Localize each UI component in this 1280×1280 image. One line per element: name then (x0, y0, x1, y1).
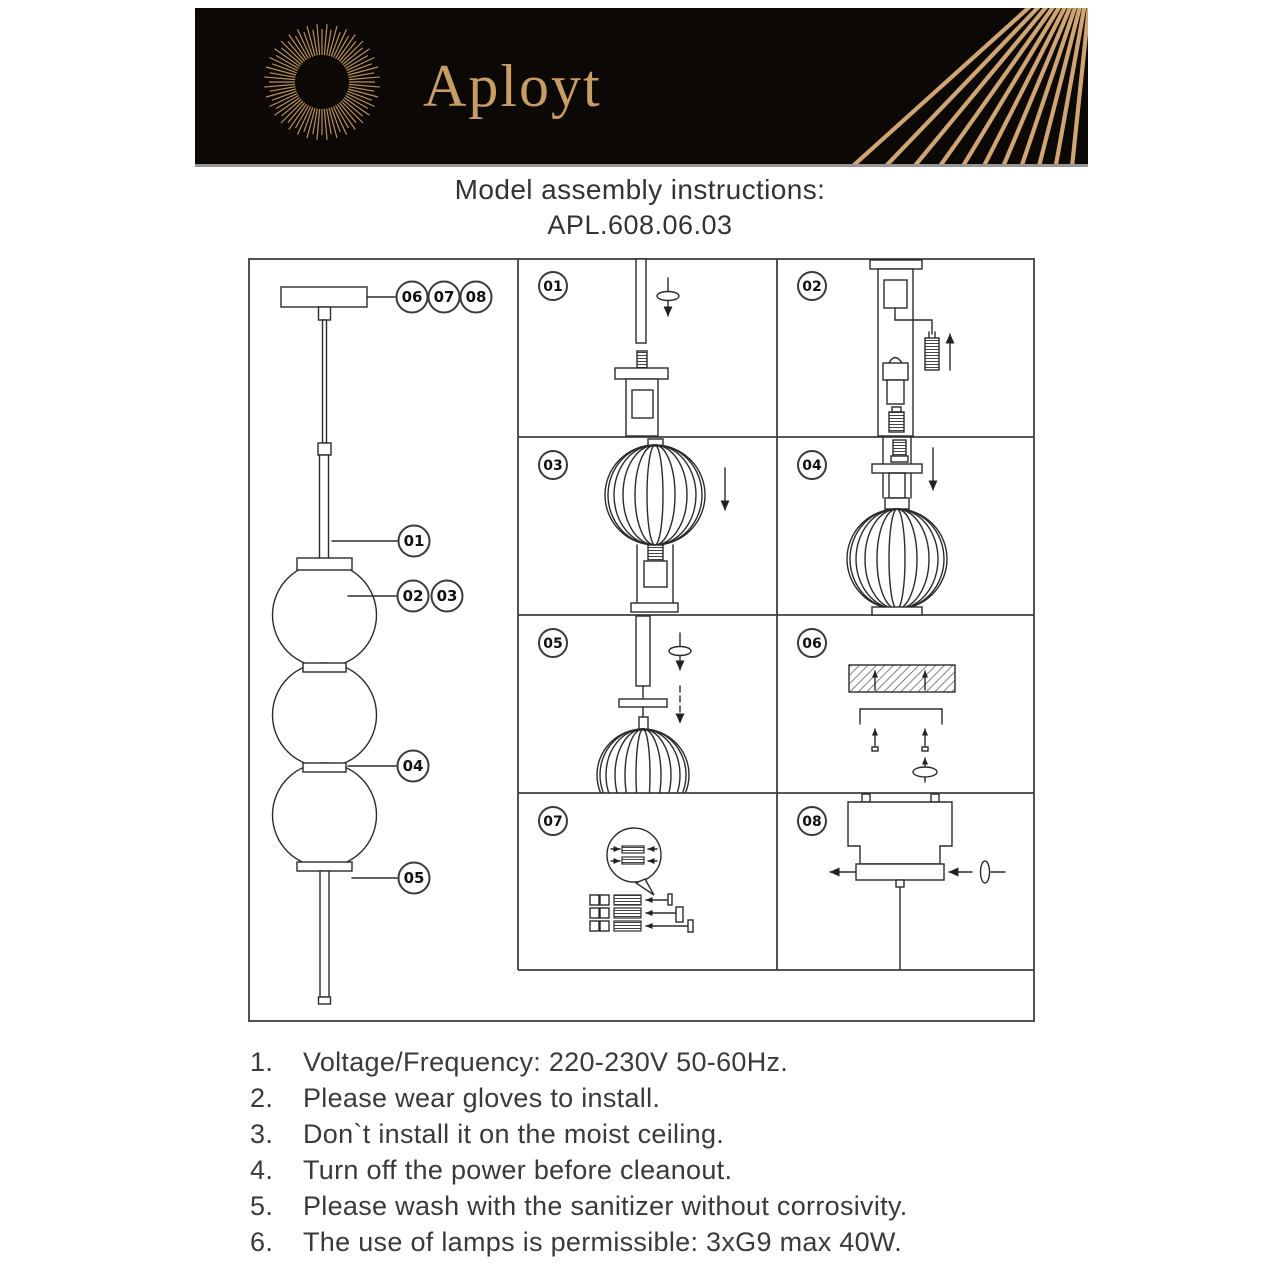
g9-bulb-icon (925, 332, 939, 370)
svg-text:02: 02 (802, 279, 822, 295)
wiring-detail-bubble (607, 828, 661, 895)
step-01 (539, 259, 679, 436)
svg-text:08: 08 (465, 288, 487, 306)
title-block (0, 174, 1280, 241)
callout-06-07-08 (367, 282, 492, 313)
screw-rotation-icon (913, 758, 937, 782)
brand-banner (195, 8, 1088, 167)
list-item: 5. Please wash with the sanitizer without corrosivity. (250, 1190, 908, 1221)
screw-rotation-icon (657, 278, 679, 316)
screw-icon (872, 729, 928, 751)
svg-text:03: 03 (436, 587, 458, 605)
brand-wordmark: Aployt (423, 53, 602, 119)
ribbed-globe-icon (605, 439, 705, 545)
svg-text:07: 07 (543, 814, 563, 830)
ceiling-hatch (849, 665, 955, 692)
svg-text:04: 04 (802, 458, 822, 474)
assembly-diagram (248, 258, 1035, 1022)
step-02 (798, 260, 950, 436)
svg-text:02: 02 (402, 587, 424, 605)
pendant-overview-drawing (273, 287, 377, 1004)
canopy-cover (848, 802, 952, 864)
svg-text:05: 05 (403, 869, 425, 887)
step-07 (539, 807, 693, 932)
svg-text:03: 03 (543, 458, 563, 474)
step-05 (597, 616, 691, 821)
list-item: 6. The use of lamps is permissible: 3xG9 max 40W. (250, 1226, 903, 1257)
mounting-bracket (860, 709, 942, 724)
ribbed-globe-icon (597, 729, 689, 821)
terminal-block-icon (590, 895, 641, 931)
svg-text:04: 04 (402, 757, 424, 775)
screw-rotation-icon (981, 861, 1006, 883)
wire-leads (646, 894, 693, 932)
list-item: 1. Voltage/Frequency: 220-230V 50-60Hz. (250, 1046, 789, 1077)
decorative-rays-icon (195, 8, 1088, 164)
svg-text:06: 06 (802, 636, 822, 652)
list-item: 2. Please wear gloves to install. (250, 1082, 661, 1113)
model-number: APL.608.06.03 (547, 210, 733, 240)
screw-rotation-icon (669, 633, 691, 670)
list-item: 3. Don`t install it on the moist ceiling. (250, 1118, 725, 1149)
step-03 (539, 439, 725, 612)
svg-text:07: 07 (433, 288, 455, 306)
step-08 (798, 794, 1005, 969)
svg-text:01: 01 (403, 532, 425, 550)
safety-notes-list (250, 1044, 1060, 1260)
step-04 (798, 438, 947, 615)
callout-01 (332, 526, 430, 557)
svg-text:01: 01 (543, 279, 563, 295)
svg-text:06: 06 (401, 288, 423, 306)
page-title: Model assembly instructions: (454, 174, 826, 205)
svg-text:08: 08 (802, 814, 822, 830)
list-item: 4. Turn off the power before cleanout. (250, 1154, 733, 1185)
svg-text:05: 05 (543, 636, 563, 652)
step-06 (798, 629, 955, 782)
callout-05 (352, 863, 430, 894)
ribbed-globe-icon (847, 509, 947, 609)
